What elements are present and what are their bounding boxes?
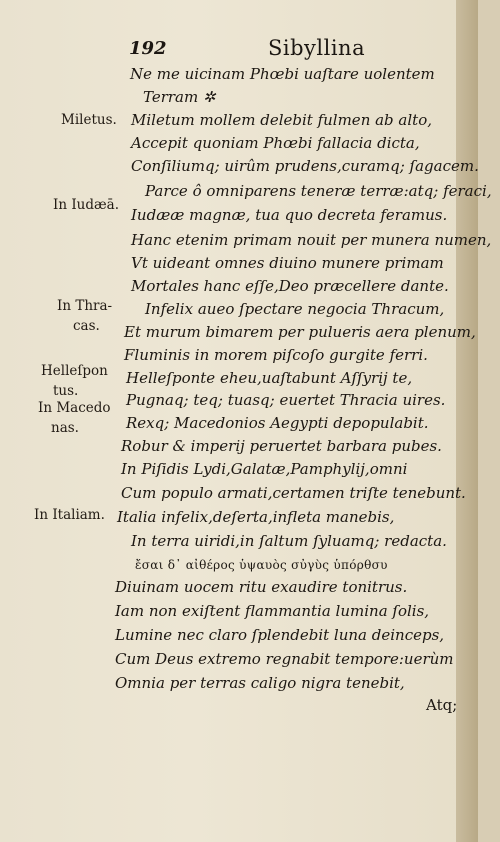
margin-note: In Thra- bbox=[57, 298, 113, 314]
text-line: Omnia per terras caligo nigra tenebit, bbox=[115, 674, 405, 692]
text-line: In Piſidis Lydi,Galatæ,Pamphylij,omni bbox=[121, 460, 408, 478]
text-line: Vt uideant omnes diuino munere primam bbox=[131, 254, 444, 272]
text-line: Parce ô omniparens teneræ terræ:atq; feraci, bbox=[145, 182, 492, 200]
text-line: Hanc etenim primam nouit per munera numen, bbox=[131, 231, 492, 249]
text-line: Pugnaq; teq; tuasq; euertet Thracia uires. bbox=[126, 391, 446, 409]
text-line: Iam non exiſtent flammantia lumina ſolis, bbox=[115, 602, 430, 620]
text-line: Rexq; Macedonios Aegypti depopulabit. bbox=[126, 414, 429, 432]
margin-note: nas. bbox=[51, 420, 79, 436]
text-line: Terram ✲ bbox=[143, 88, 216, 106]
text-line: Mortales hanc eſſe,Deo præcellere dante. bbox=[131, 277, 449, 295]
text-line: Iudææ magnæ, tua quo decreta feramus. bbox=[131, 206, 448, 224]
text-line: Robur & imperij peruertet barbara pubes. bbox=[121, 437, 442, 455]
text-line: Cum populo armati,certamen triſte tenebunt. bbox=[121, 484, 466, 502]
text-line: Diuinam uocem ritu exaudire tonitrus. bbox=[115, 578, 408, 596]
text-line: Ne me uicinam Phœbi uaſtare uolentem bbox=[130, 65, 435, 83]
margin-note: tus. bbox=[53, 383, 79, 399]
catchword: Atq; bbox=[426, 696, 458, 714]
text-line: Et murum bimarem per pulueris aera plenum, bbox=[124, 323, 476, 341]
text-line: Accepit quoniam Phœbi fallacia dicta, bbox=[131, 134, 420, 152]
text-line: Conſiliumq; uirûm prudens,curamq; ſagacem. bbox=[131, 157, 479, 175]
margin-note: In Italiam. bbox=[34, 507, 105, 523]
margin-note: In Iudæā. bbox=[53, 197, 120, 213]
page-edge-shadow bbox=[456, 0, 478, 842]
text-line: In terra uiridi,in ſaltum ſyluamq; redacta. bbox=[131, 532, 447, 550]
text-line: Lumine nec claro ſplendebit luna deinceps, bbox=[115, 626, 445, 644]
margin-note: Helleſpon bbox=[41, 363, 108, 379]
running-title: Sibyllina bbox=[268, 36, 366, 60]
text-line: Miletum mollem delebit fulmen ab alto, bbox=[131, 111, 432, 129]
greek-line: ἔσαι δ᾽ αἰθέρος ὑψαυὸς σὐγὺς ὑπόρθσυ bbox=[135, 558, 388, 572]
text-line: Cum Deus extremo regnabit tempore:uerùm bbox=[115, 650, 454, 668]
text-line: Infelix aueo ſpectare negocia Thracum, bbox=[145, 300, 445, 318]
text-line: Helleſponte eheu,uaſtabunt Aſſyrij te, bbox=[126, 369, 413, 387]
text-line: Fluminis in morem piſcoſo gurgite ferri. bbox=[124, 346, 428, 364]
margin-note: In Macedo bbox=[38, 400, 111, 416]
margin-note: cas. bbox=[73, 318, 100, 334]
page-number: 192 bbox=[129, 38, 167, 59]
text-line: Italia infelix,deſerta,infleta manebis, bbox=[117, 508, 395, 526]
margin-note: Miletus. bbox=[61, 112, 117, 128]
